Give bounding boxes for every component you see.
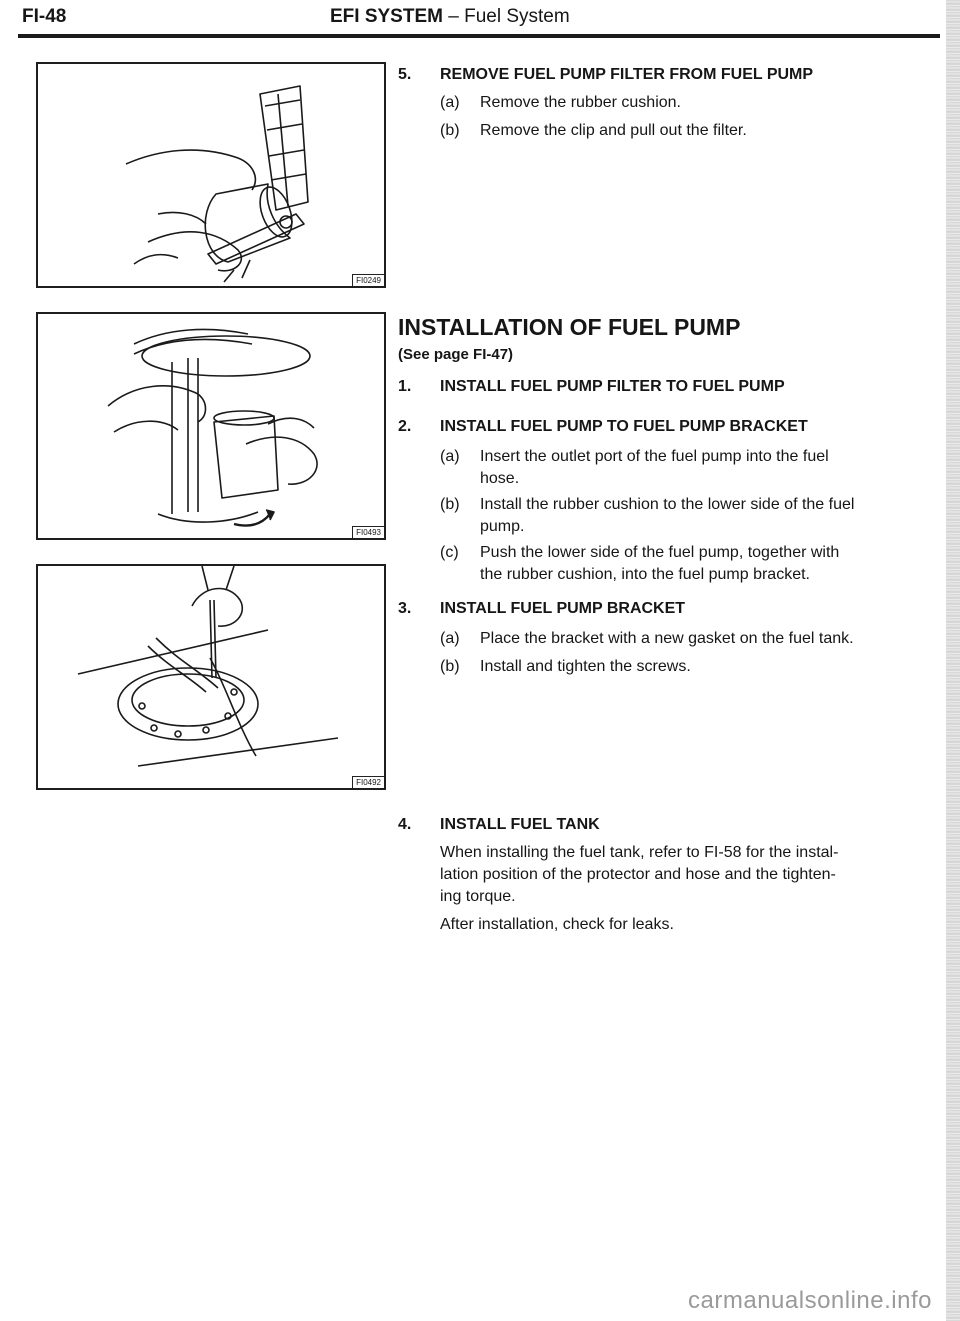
sub-label: (a): [440, 630, 460, 647]
header-rule: [18, 34, 940, 38]
step-2-heading: [398, 416, 808, 438]
figure-remove-filter: [36, 62, 386, 288]
body-line-2: lation position of the protector and hose and the tighten-: [440, 866, 836, 883]
figure-code: FI0492: [352, 776, 384, 788]
sub-label: (b): [440, 122, 460, 139]
sub-text-line-2: the rubber cushion, into the fuel pump bracket.: [480, 566, 810, 583]
step-3-heading: [398, 598, 685, 620]
body-line-1: When installing the fuel tank, refer to FI-58 for the instal-: [440, 844, 839, 861]
sub-text-line-2: pump.: [480, 518, 525, 535]
see-page-reference: (See page FI-47): [398, 346, 514, 363]
step-number: 1.: [398, 378, 412, 395]
sub-label: (c): [440, 544, 459, 561]
step-5-heading: [398, 64, 813, 86]
step-title: INSTALL FUEL PUMP FILTER TO FUEL PUMP: [440, 378, 785, 395]
header-system: EFI SYSTEM: [330, 6, 443, 27]
sub-text: Install and tighten the screws.: [480, 658, 691, 675]
sub-label: (b): [440, 658, 460, 675]
step-number: 4.: [398, 816, 412, 833]
body-line-4: After installation, check for leaks.: [440, 916, 674, 933]
step-number: 2.: [398, 418, 412, 435]
page-number: FI-48: [22, 6, 67, 27]
pump-install-illustration: [38, 314, 384, 538]
step-1-heading: [398, 376, 785, 398]
filter-removal-illustration: [38, 64, 384, 286]
step-3-b: [440, 656, 940, 678]
body-line-3: ing torque.: [440, 888, 516, 905]
step-title: INSTALL FUEL TANK: [440, 816, 600, 833]
figure-install-pump: [36, 312, 386, 540]
step-5-b: [440, 120, 940, 142]
bracket-install-illustration: [38, 566, 384, 788]
step-title: INSTALL FUEL PUMP TO FUEL PUMP BRACKET: [440, 418, 808, 435]
watermark: carmanualsonline.info: [688, 1287, 932, 1314]
sub-label: (b): [440, 496, 460, 513]
page-header-title: [330, 6, 570, 28]
step-2-b: [440, 494, 940, 538]
step-number: 3.: [398, 600, 412, 617]
sub-text-line-1: Install the rubber cushion to the lower side of the fuel: [480, 496, 855, 513]
scan-edge: [946, 0, 960, 1321]
sub-text-line-2: hose.: [480, 470, 520, 487]
step-2-c: [440, 542, 940, 586]
sub-text: Remove the clip and pull out the filter.: [480, 122, 747, 139]
step-5-a: [440, 92, 940, 114]
header-section: Fuel System: [464, 6, 570, 27]
step-4-body: [440, 842, 940, 936]
step-title: REMOVE FUEL PUMP FILTER FROM FUEL PUMP: [440, 66, 814, 83]
installation-heading: INSTALLATION OF FUEL PUMP: [398, 314, 741, 340]
sub-label: (a): [440, 448, 460, 465]
step-2-a: [440, 446, 940, 490]
step-number: 5.: [398, 66, 412, 83]
header-separator: –: [448, 6, 459, 27]
step-title: INSTALL FUEL PUMP BRACKET: [440, 600, 686, 617]
figure-code: FI0249: [352, 274, 384, 286]
figure-code: FI0493: [352, 526, 384, 538]
sub-text: Place the bracket with a new gasket on the fuel tank.: [480, 630, 854, 647]
step-4-heading: [398, 814, 600, 836]
sub-text-line-1: Push the lower side of the fuel pump, together with: [480, 544, 840, 561]
step-3-a: [440, 628, 940, 650]
sub-label: (a): [440, 94, 460, 111]
sub-text: Remove the rubber cushion.: [480, 94, 681, 111]
sub-text-line-1: Insert the outlet port of the fuel pump into the fuel: [480, 448, 829, 465]
figure-install-bracket: [36, 564, 386, 790]
